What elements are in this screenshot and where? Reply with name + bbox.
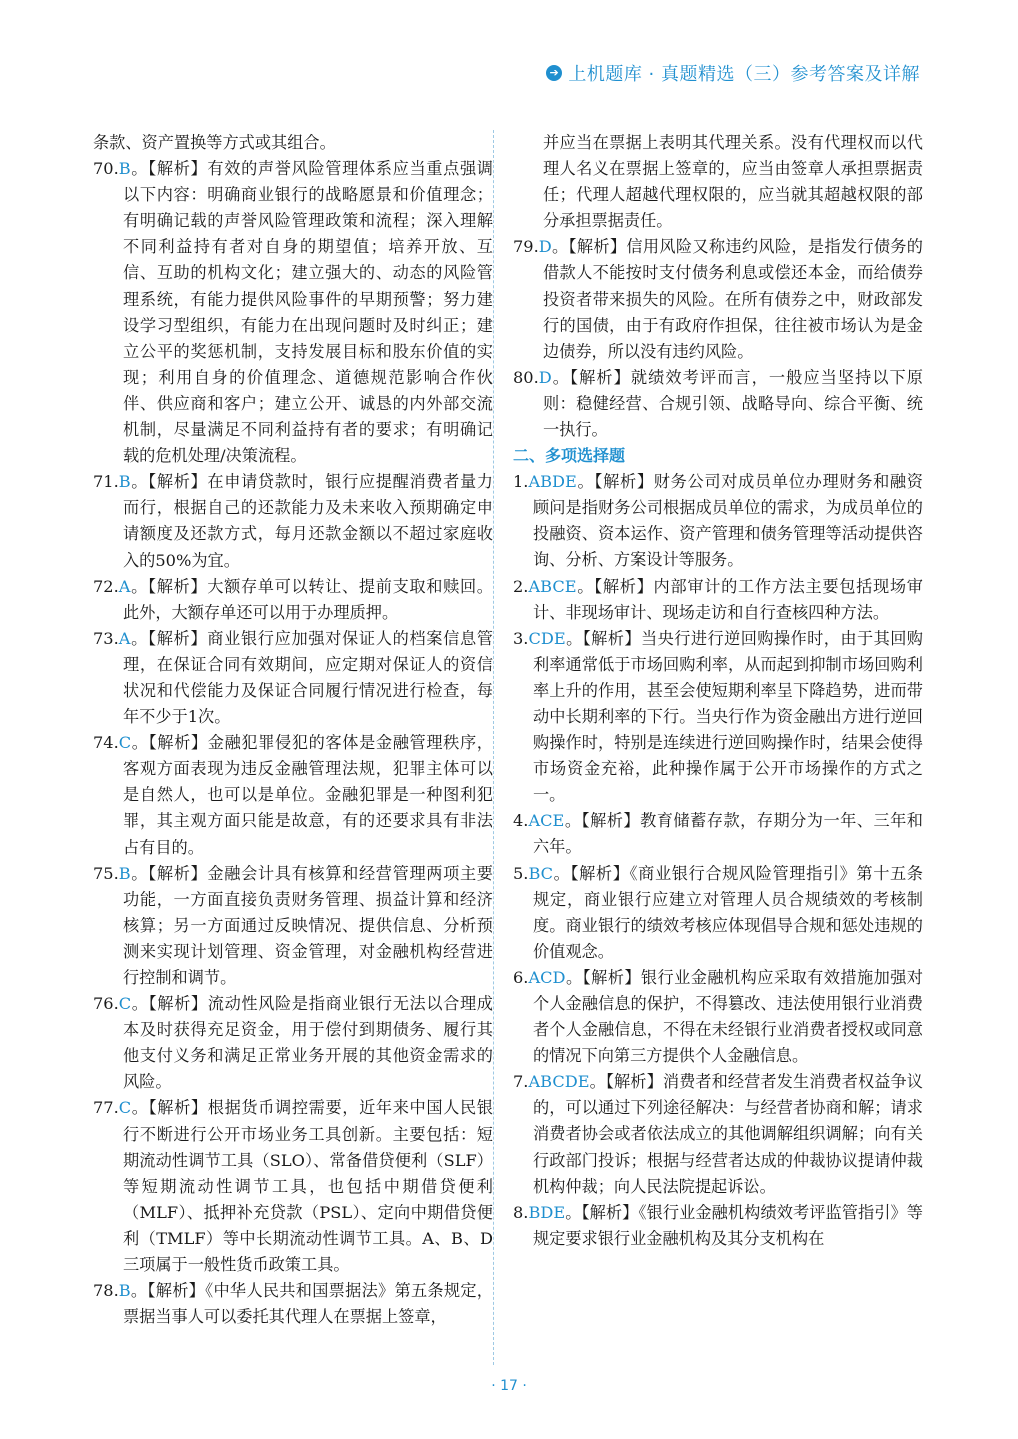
answer-entry: 2.ABCE。【解析】内部审计的工作方法主要包括现场审计、非现场审计、现场走访和自行查核四种方法。 [513,576,923,622]
column-divider [493,130,494,1365]
header-title: 上机题库 · 真题精选（三）参考答案及详解 [568,64,920,85]
answer-entry: 77.C。【解析】根据货币调控需要，近年来中国人民银行不断进行公开市场业务工具创新。主要包括：短期流动性调节工具（SLO）、常备借贷便利（SLF）等短期流动性调节工具，也包括中期借贷便利（MLF）、抵押补充贷款（PSL）、定向中期借贷便利（TMLF）等中长期流动性调节工具。A、B、D三项属于一般性货币政策工具。 [93,1098,493,1275]
answer-entry: 80.D。【解析】就绩效考评而言，一般应当坚持以下原则：稳健经营、合规引领、战略导向、综合平衡、统一执行。 [513,367,923,440]
arrow-icon: ➔ [546,65,562,81]
section-title: 二、多项选择题 [513,446,626,466]
answer-entry: 7.ABCDE。【解析】消费者和经营者发生消费者权益争议的，可以通过下列途径解决：与经营者协商和解；请求消费者协会或者依法成立的其他调解组织调解；向有关行政部门投诉；根据与经营者达成的仲裁协议提请仲裁机构仲裁；向人民法院提起诉讼。 [513,1072,923,1196]
answer-entry: 4.ACE。【解析】教育储蓄存款，存期分为一年、三年和六年。 [513,811,923,857]
answer-entry: 6.ACD。【解析】银行业金融机构应采取有效措施加强对个人金融信息的保护，不得篡改、违法使用银行业消费者个人金融信息，不得在未经银行业消费者授权或同意的情况下向第三方提供个人金融信息。 [513,967,923,1066]
left-column [93,130,493,1330]
answer-entry: 并应当在票据上表明其代理关系。没有代理权而以代理人名义在票据上签章的，应当由签章人承担票据责任；代理人超越代理权限的，应当就其超越权限的部分承担票据责任。 [543,133,923,231]
running-header [546,60,920,86]
answer-entry: 73.A。【解析】商业银行应加强对保证人的档案信息管理，在保证合同有效期间，应定期对保证人的资信状况和代偿能力及保证合同履行情况进行检查，每年不少于1次。 [93,628,493,727]
answer-entry: 5.BC。【解析】《商业银行合规风险管理指引》第十五条规定，商业银行应建立对管理人员合规绩效的考核制度。商业银行的绩效考核应体现倡导合规和惩处违规的价值观念。 [513,863,923,961]
answer-entry: 1.ABDE。【解析】财务公司对成员单位办理财务和融资顾问是指财务公司根据成员单位的需求，为成员单位的投融资、资本运作、资产管理和债务管理等活动提供咨询、分析、方案设计等服务。 [513,472,923,570]
answer-entry: 76.C。【解析】流动性风险是指商业银行无法以合理成本及时获得充足资金，用于偿付到期债务、履行其他支付义务和满足正常业务开展的其他资金需求的风险。 [93,994,493,1092]
page-number: · 17 · [491,1378,527,1394]
answer-entry: 8.BDE。【解析】《银行业金融机构绩效考评监管指引》等规定要求银行业金融机构及其分支机构在 [513,1202,923,1248]
answer-entry: 78.B。【解析】《中华人民共和国票据法》第五条规定，票据当事人可以委托其代理人在票据上签章， [93,1281,493,1327]
right-column [513,130,923,1252]
answer-entry: 72.A。【解析】大额存单可以转让、提前支取和赎回。此外，大额存单还可以用于办理质押。 [93,576,493,622]
answer-entry: 75.B。【解析】金融会计具有核算和经营管理两项主要功能，一方面直接负责财务管理、损益计算和经济核算；另一方面通过反映情况、提供信息、分析预测来实现计划管理、资金管理，对金融机构经营进行控制和调节。 [93,863,493,987]
answer-entry: 79.D。【解析】信用风险又称违约风险，是指发行债务的借款人不能按时支付债务利息或偿还本金，而给债券投资者带来损失的风险。在所有债券之中，财政部发行的国债，由于有政府作担保，往往被市场认为是金边债券，所以没有违约风险。 [513,237,923,361]
answer-entry: 74.C。【解析】金融犯罪侵犯的客体是金融管理秩序，客观方面表现为违反金融管理法规，犯罪主体可以是自然人，也可以是单位。金融犯罪是一种图利犯罪，其主观方面只能是故意，有的还要求具有非法占有目的。 [93,733,493,857]
answer-entry: 3.CDE。【解析】当央行进行逆回购操作时，由于其回购利率通常低于市场回购利率，从而起到抑制市场回购利率上升的作用，甚至会使短期利率呈下降趋势，进而带动中长期利率的下行。当央行作为资金融出方进行逆回购操作时，特别是连续进行逆回购操作时，结果会使得市场资金充裕，此种操作属于公开市场操作的方式之一。 [513,628,923,805]
answer-entry: 条款、资产置换等方式或其组合。 [93,133,336,152]
answer-entry: 71.B。【解析】在申请贷款时，银行应提醒消费者量力而行，根据自己的还款能力及未来收入预期确定申请额度及还款方式，每月还款金额以不超过家庭收入的50%为宜。 [93,472,493,570]
answer-entry: 70.B。【解析】有效的声誉风险管理体系应当重点强调以下内容：明确商业银行的战略愿景和价值理念；有明确记载的声誉风险管理政策和流程；深入理解不同利益持有者对自身的期望值；培养开放、互信、互助的机构文化；建立强大的、动态的风险管理系统，有能力提供风险事件的早期预警；努力建设学习型组织，有能力在出现问题时及时纠正；建立公平的奖惩机制，支持发展目标和股东价值的实现；利用自身的价值理念、道德规范影响合作伙伴、供应商和客户；建立公开、诚恳的内外部交流机制，尽量满足不同利益持有者的要求；有明确记载的危机处理/决策流程。 [93,159,493,466]
